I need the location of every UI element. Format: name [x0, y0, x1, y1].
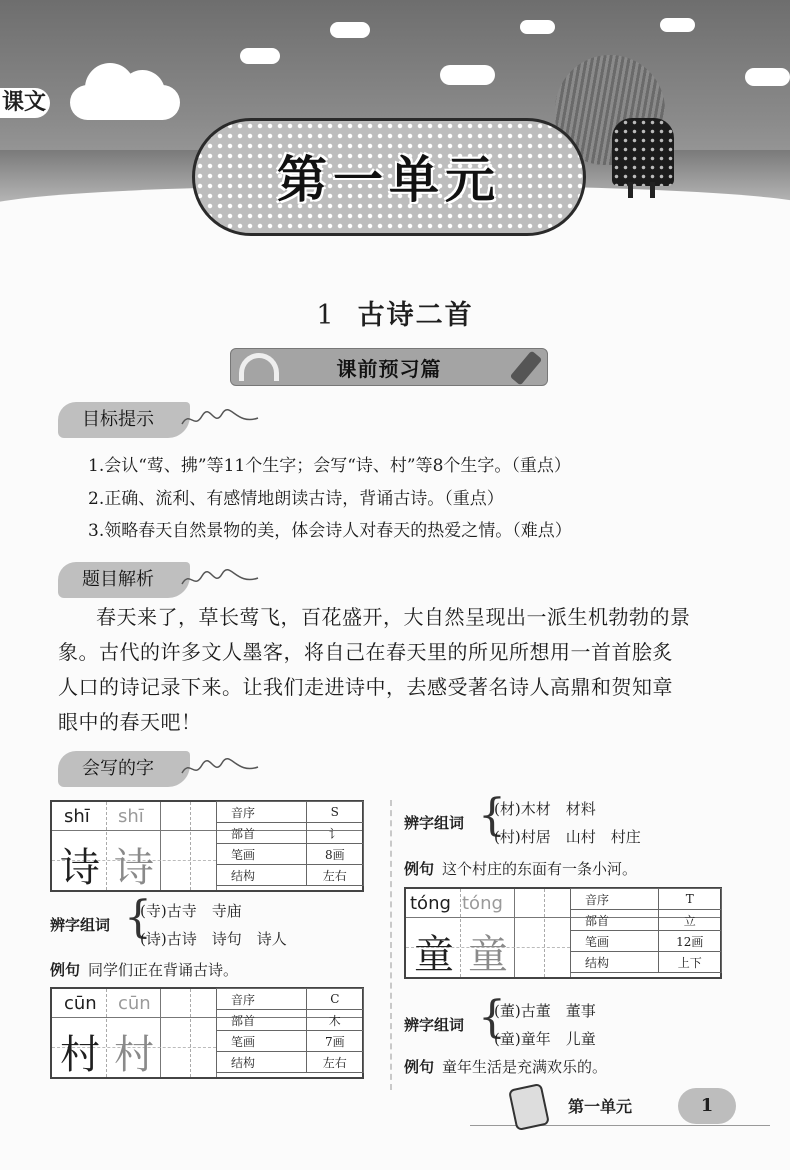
word-group-row: (寺)古寺 寺庙	[140, 902, 242, 920]
character-trace: 童	[468, 932, 508, 978]
char-info-table	[570, 888, 722, 973]
analysis-line: 人口的诗记录下来。让我们走进诗中，去感受著名诗人高鼎和贺知章	[58, 675, 673, 699]
write-chars-heading	[58, 751, 190, 787]
order-label: 音序	[217, 989, 307, 1010]
example-label: 例句	[50, 961, 81, 979]
unit-title: 第一单元	[277, 150, 501, 209]
page-number: 1	[678, 1088, 736, 1124]
cloud-illustration	[70, 85, 180, 120]
strokes-value: 7画	[306, 1031, 363, 1052]
char-card-cun	[50, 987, 364, 1079]
analysis-line: 春天来了，草长莺飞，百花盛开，大自然呈现出一派生机勃勃的景	[96, 605, 691, 629]
example-label: 例句	[404, 860, 435, 878]
cloud-illustration	[745, 68, 790, 86]
grid-line	[106, 989, 107, 1077]
radical-value: 立	[658, 910, 721, 931]
structure-label: 结构	[571, 952, 659, 973]
write-chars-heading-text: 会写的字	[82, 758, 154, 779]
order-label: 音序	[571, 889, 659, 910]
char-info-table	[216, 988, 364, 1073]
brace-icon: {	[478, 992, 506, 1043]
pinyin: tóng	[410, 893, 451, 914]
cloud-illustration	[520, 20, 555, 34]
cloud-illustration	[330, 22, 370, 38]
structure-value: 上下	[658, 952, 721, 973]
section-banner	[230, 348, 548, 386]
girl-leg-illustration	[628, 182, 633, 198]
word-group-row: (诗)古诗 诗句 诗人	[140, 930, 287, 948]
word-group-row: (董)古董 董事	[494, 1002, 596, 1020]
goal-item: 1.会认“莺、拂”等11个生字；会写“诗、村”等8个生字。（重点）	[88, 456, 571, 476]
girl-dress-illustration	[612, 118, 674, 186]
order-value: C	[306, 989, 363, 1010]
goals-heading	[58, 402, 190, 438]
lesson-name: 古诗二首	[357, 300, 474, 331]
column-divider	[390, 800, 392, 1090]
pinyin: cūn	[64, 993, 97, 1014]
example-sentence	[404, 1056, 607, 1077]
character-trace: 村	[114, 1032, 154, 1078]
brace-icon: {	[124, 892, 152, 943]
order-value: S	[306, 802, 363, 823]
grid-line	[106, 802, 107, 890]
book-mascot-icon	[508, 1083, 550, 1131]
footer-unit: 第一单元	[568, 1097, 633, 1116]
grid-line	[514, 889, 515, 977]
strokes-value: 12画	[658, 931, 721, 952]
order-value: T	[658, 889, 721, 910]
strokes-label: 笔画	[217, 844, 307, 865]
structure-label: 结构	[217, 865, 307, 886]
word-group	[404, 790, 734, 852]
word-group	[50, 892, 380, 954]
squiggle-icon	[180, 408, 260, 432]
squiggle-icon	[180, 568, 260, 592]
character: 童	[414, 932, 454, 978]
character: 村	[60, 1032, 100, 1078]
character: 诗	[60, 845, 100, 891]
strokes-value: 8画	[306, 844, 363, 865]
grid-line	[544, 889, 545, 977]
word-group-row: (材)木材 材料	[494, 800, 596, 818]
grid-line	[190, 802, 191, 890]
example-sentence	[50, 959, 238, 980]
word-group-label: 辨字组词	[404, 1016, 465, 1034]
analysis-line: 眼中的春天吧！	[58, 710, 202, 734]
brace-icon: {	[478, 790, 506, 841]
grid-line	[160, 989, 161, 1077]
radical-value: 木	[306, 1010, 363, 1031]
girl-leg-illustration	[650, 182, 655, 198]
goal-item: 3.领略春天自然景物的美，体会诗人对春天的热爱之情。（难点）	[88, 521, 572, 541]
lesson-title	[0, 293, 790, 332]
word-group-label: 辨字组词	[404, 814, 465, 832]
section-tab: 课文	[0, 88, 50, 118]
char-card-tong	[404, 887, 722, 979]
strokes-label: 笔画	[217, 1031, 307, 1052]
example-sentence	[404, 858, 637, 879]
order-label: 音序	[217, 802, 307, 823]
lesson-number: 1	[316, 300, 336, 331]
structure-value: 左右	[306, 1052, 363, 1073]
analysis-heading	[58, 562, 190, 598]
goals-heading-text: 目标提示	[82, 409, 154, 430]
cloud-illustration	[440, 65, 495, 85]
grid-line	[190, 989, 191, 1077]
char-info-table	[216, 801, 364, 886]
pinyin: shī	[64, 806, 90, 827]
character-trace: 诗	[114, 845, 154, 891]
word-group-row: (村)村居 山村 村庄	[494, 828, 641, 846]
pinyin-trace: tóng	[462, 893, 503, 914]
goal-item: 2.正确、流利、有感情地朗读古诗，背诵古诗。（重点）	[88, 489, 504, 509]
radical-label: 部首	[217, 1010, 307, 1031]
cloud-illustration	[240, 48, 280, 64]
strokes-label: 笔画	[571, 931, 659, 952]
section-label: 课前预习篇	[336, 357, 442, 381]
analysis-heading-text: 题目解析	[82, 569, 154, 590]
analysis-line: 象。古代的许多文人墨客，将自己在春天里的所见所想用一首首脍炙	[58, 640, 673, 664]
char-card-shi	[50, 800, 364, 892]
structure-label: 结构	[217, 1052, 307, 1073]
word-group-row: (童)童年 儿童	[494, 1030, 596, 1048]
example-text: 童年生活是充满欢乐的。	[442, 1058, 608, 1076]
radical-label: 部首	[571, 910, 659, 931]
grid-line	[160, 802, 161, 890]
cloud-illustration	[660, 18, 695, 32]
pinyin-trace: shī	[118, 806, 144, 827]
example-text: 同学们正在背诵古诗。	[88, 961, 239, 979]
structure-value: 左右	[306, 865, 363, 886]
radical-value: 讠	[306, 823, 363, 844]
squiggle-icon	[180, 757, 260, 781]
word-group-label: 辨字组词	[50, 916, 111, 934]
example-label: 例句	[404, 1058, 435, 1076]
grid-line	[460, 889, 461, 977]
example-text: 这个村庄的东面有一条小河。	[442, 860, 638, 878]
pinyin-trace: cūn	[118, 993, 151, 1014]
radical-label: 部首	[217, 823, 307, 844]
word-group	[404, 992, 734, 1054]
